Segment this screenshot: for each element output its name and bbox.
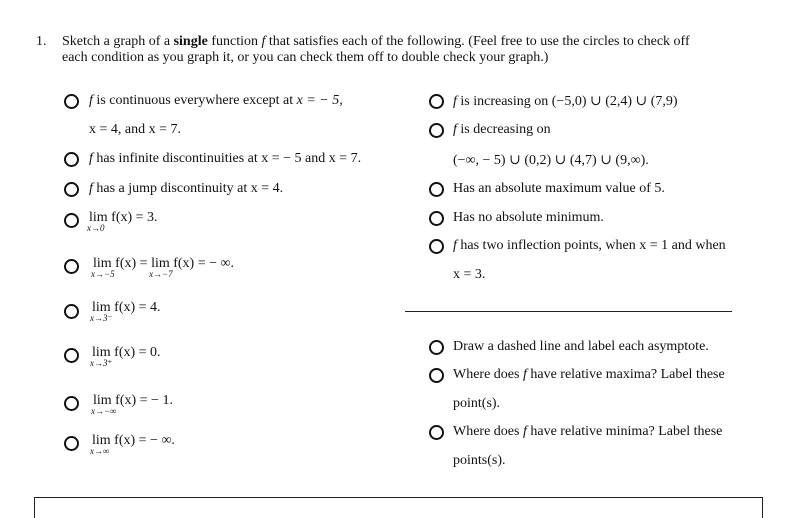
- condition-infinite-disc: f has infinite discontinuities at x = − 5 and x = 7.: [89, 151, 362, 166]
- condition-jump-disc: f has a jump discontinuity at x = 4.: [89, 181, 284, 196]
- checkbox-rel-max[interactable]: [429, 368, 444, 383]
- condition-decreasing-cont: (−∞, − 5) ∪ (0,2) ∪ (4,7) ∪ (9,∞).: [453, 153, 649, 168]
- condition-limit-3-minus: lim x→3⁻ f(x) = 4.: [90, 300, 161, 323]
- section-divider: [405, 311, 732, 312]
- checkbox-limit-3-plus[interactable]: [64, 348, 79, 363]
- condition-abs-min: Has no absolute minimum.: [453, 210, 604, 225]
- checkbox-limit-neg-inf[interactable]: [64, 396, 79, 411]
- task-rel-min: Where does f have relative minima? Label these: [453, 424, 723, 439]
- checkbox-abs-min[interactable]: [429, 211, 444, 226]
- condition-continuous-cont: x = 4, and x = 7.: [89, 122, 182, 137]
- checkbox-abs-max[interactable]: [429, 182, 444, 197]
- checkbox-increasing[interactable]: [429, 94, 444, 109]
- condition-inflection: f has two inflection points, when x = 1 and when: [453, 238, 726, 253]
- checkbox-jump-disc[interactable]: [64, 182, 79, 197]
- condition-limit-0: lim x→0 f(x) = 3.: [87, 210, 158, 233]
- task-asymptotes: Draw a dashed line and label each asymptote.: [453, 339, 709, 354]
- graph-box: [34, 497, 763, 518]
- condition-limit-3-plus: lim x→3⁺ f(x) = 0.: [90, 345, 161, 368]
- task-rel-max: Where does f have relative maxima? Label these: [453, 367, 725, 382]
- condition-inflection-cont: x = 3.: [453, 267, 486, 282]
- checkbox-limit-3-minus[interactable]: [64, 304, 79, 319]
- condition-continuous: f is continuous everywhere except at x = − 5,: [89, 93, 343, 108]
- condition-limit-neg-inf: lim x→−∞ f(x) = − 1.: [91, 393, 173, 416]
- question-intro-line2: each condition as you graph it, or you can check them off to double check your graph.): [62, 50, 549, 65]
- checkbox-decreasing[interactable]: [429, 123, 444, 138]
- checkbox-infinite-disc[interactable]: [64, 152, 79, 167]
- question-number: 1.: [36, 34, 47, 49]
- task-rel-max-cont: point(s).: [453, 396, 501, 411]
- checkbox-inflection[interactable]: [429, 239, 444, 254]
- condition-limit-neg5-neg7: lim x→−5 f(x) = lim x→−7 f(x) = − ∞.: [91, 256, 234, 279]
- condition-increasing: f is increasing on (−5,0) ∪ (2,4) ∪ (7,9): [453, 94, 678, 109]
- condition-decreasing: f is decreasing on: [453, 122, 551, 137]
- question-intro: Sketch a graph of a single function f that satisfies each of the following. (Feel free to use the circles to check off: [62, 34, 690, 49]
- checkbox-limit-0[interactable]: [64, 213, 79, 228]
- condition-abs-max: Has an absolute maximum value of 5.: [453, 181, 665, 196]
- checkbox-rel-min[interactable]: [429, 425, 444, 440]
- task-rel-min-cont: points(s).: [453, 453, 506, 468]
- checkbox-limit-inf[interactable]: [64, 436, 79, 451]
- checkbox-limit-neg5-neg7[interactable]: [64, 259, 79, 274]
- checkbox-asymptotes[interactable]: [429, 340, 444, 355]
- checkbox-continuous[interactable]: [64, 94, 79, 109]
- condition-limit-inf: lim x→∞ f(x) = − ∞.: [90, 433, 175, 456]
